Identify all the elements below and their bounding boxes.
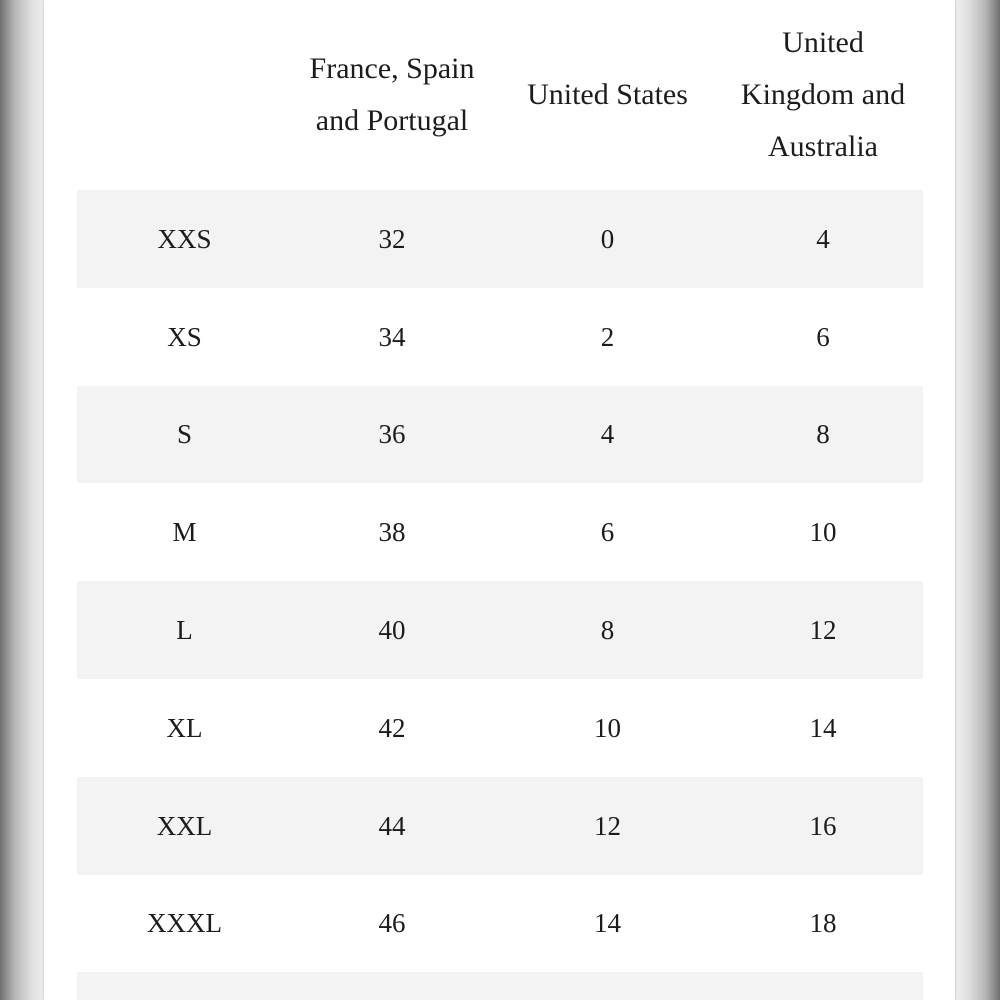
table-row [77,875,923,973]
united-states-size: 2 [600,321,615,352]
france-spain-portugal-size: 36 [378,419,406,450]
size-label: L [176,615,193,646]
united-states-size: 14 [594,908,621,939]
table-row [77,190,923,288]
uk-australia-size: 16 [809,810,837,841]
united-states-size: 4 [600,419,615,450]
uk-australia-size: 10 [809,517,837,548]
table-row [77,679,923,777]
table-row [77,288,923,386]
size-label: M [172,517,197,548]
uk-australia-size: 18 [809,908,837,939]
table-row [77,386,923,484]
france-spain-portugal-size: 32 [378,223,406,254]
france-spain-portugal-size: 38 [378,517,406,548]
table-header-row [77,0,923,190]
table-row [77,972,923,1000]
size-label: XXXL [147,908,222,939]
uk-australia-size: 8 [816,419,830,450]
uk-australia-size: 6 [816,321,830,352]
france-spain-portugal-size: 42 [378,712,406,743]
size-label: S [176,419,193,450]
size-label: XXS [157,223,212,254]
france-spain-portugal-size: 34 [378,321,406,352]
united-states-size: 12 [594,810,621,841]
uk-australia-size: 4 [816,223,830,254]
table-row [77,777,923,875]
united-states-size: 10 [594,712,621,743]
size-label: XL [166,712,203,743]
header-uk-australia: United Kingdom and Australia [740,26,906,163]
united-states-size: 6 [600,517,615,548]
size-label: XS [167,321,202,352]
table-row [77,581,923,679]
uk-australia-size: 14 [809,712,837,743]
size-conversion-table [77,0,923,1000]
united-states-size: 0 [600,223,615,254]
uk-australia-size: 12 [809,615,837,646]
france-spain-portugal-size: 46 [378,908,406,939]
france-spain-portugal-size: 44 [378,810,406,841]
table-row [77,483,923,581]
united-states-size: 8 [600,615,615,646]
header-united-states: United States [527,78,688,111]
size-chart-page [44,0,955,1000]
header-france-spain-portugal: France, Spain and Portugal [309,52,475,137]
france-spain-portugal-size: 40 [378,615,406,646]
size-label: XXL [156,810,213,841]
